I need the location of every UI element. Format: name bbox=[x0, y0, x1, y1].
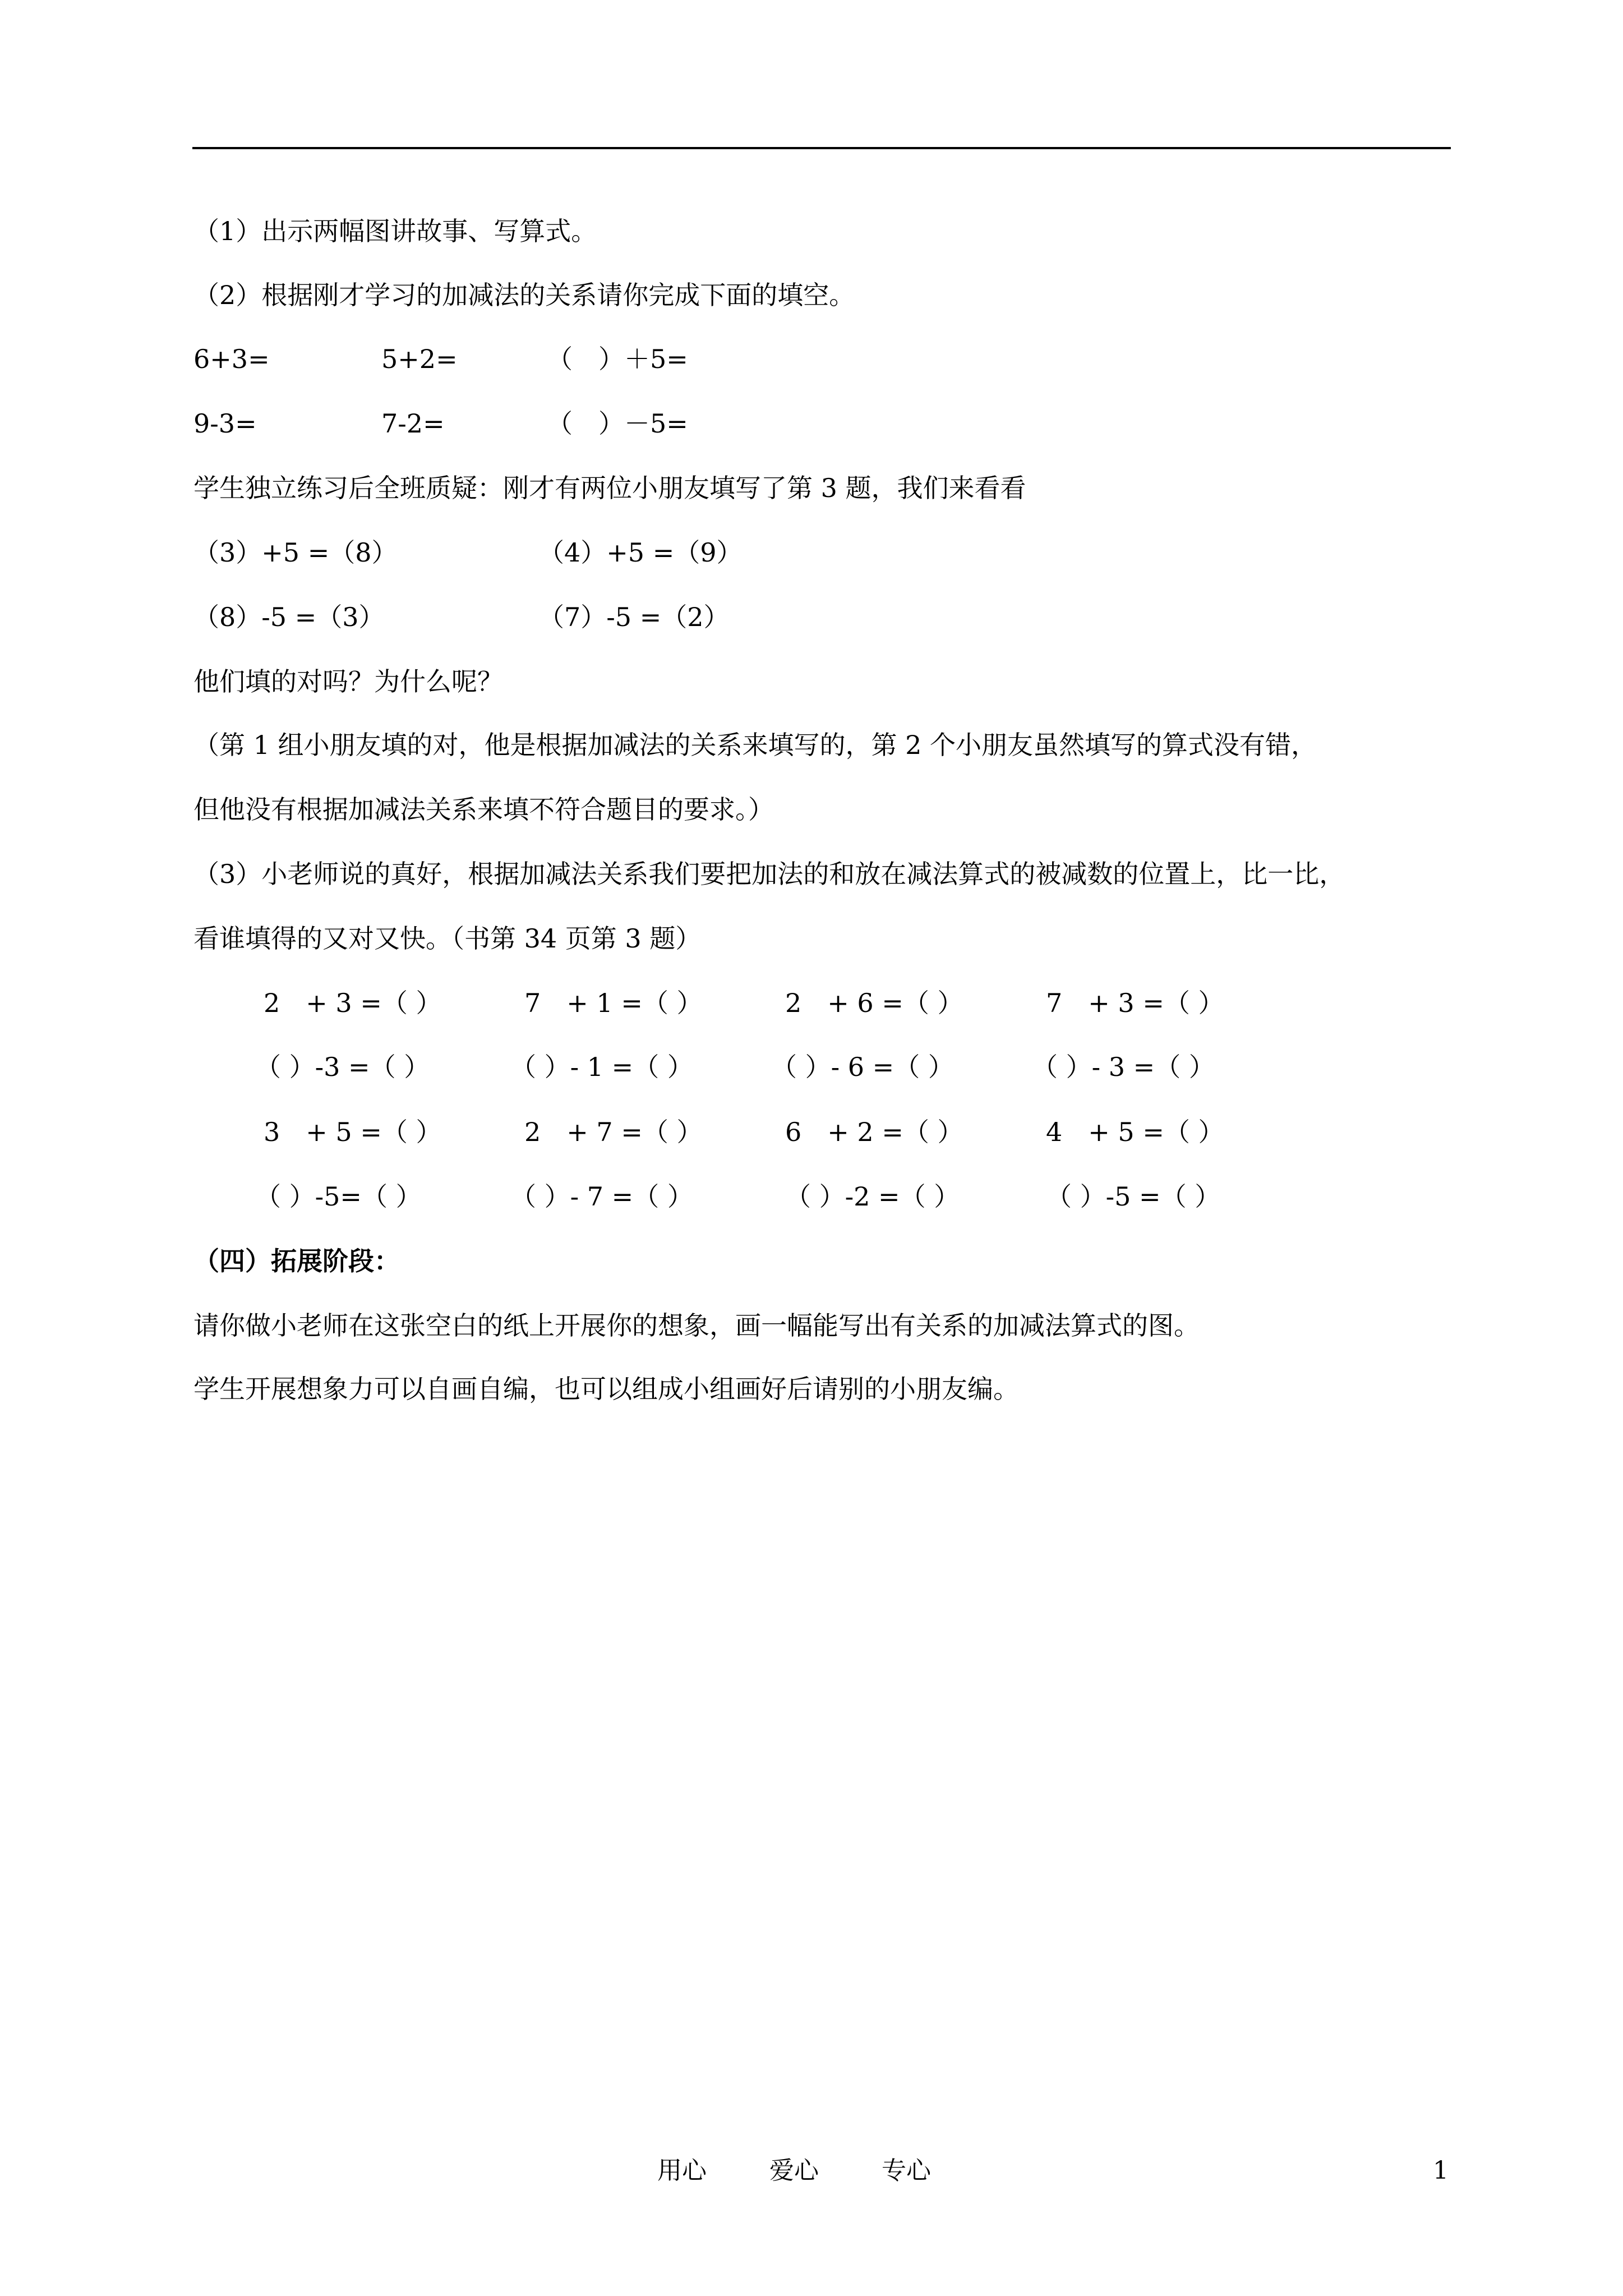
math-cell: 7 + 1 =（ ） bbox=[524, 988, 703, 1018]
text-line: 他们填的对吗？为什么呢？ bbox=[193, 666, 503, 697]
text-line: 看谁填得的又对又快。（书第 34 页第 3 题） bbox=[193, 923, 702, 954]
section-heading: （四）拓展阶段： bbox=[193, 1246, 400, 1276]
footer-motto: 用心 bbox=[657, 2156, 707, 2185]
math-cell: 7-2= bbox=[381, 408, 445, 439]
example-cell: （4）+5 =（9） bbox=[538, 537, 743, 568]
math-cell: 6 + 2 =（ ） bbox=[785, 1117, 963, 1147]
math-cell: （ ）- 7 =（ ） bbox=[510, 1181, 693, 1212]
example-cell: （8）-5 =（3） bbox=[193, 602, 385, 632]
math-cell: 4 + 5 =（ ） bbox=[1046, 1117, 1224, 1147]
math-cell: （ ）-3 =（ ） bbox=[255, 1052, 430, 1082]
text-line: （第 1 组小朋友填的对，他是根据加减法的关系来填写的，第 2 个小朋友虽然填写的算式没有错， bbox=[193, 730, 1317, 760]
text-line: 但他没有根据加减法关系来填不符合题目的要求。） bbox=[193, 794, 774, 825]
math-cell: 5+2= bbox=[381, 344, 458, 374]
example-cell: （7）-5 =（2） bbox=[538, 602, 730, 632]
math-cell: 2 + 3 =（ ） bbox=[264, 988, 442, 1018]
math-cell: 2 + 6 =（ ） bbox=[785, 988, 963, 1018]
header-rule bbox=[192, 147, 1451, 149]
math-cell: （ ）＋5= bbox=[547, 344, 688, 374]
math-cell: （ ）-5 =（ ） bbox=[1046, 1181, 1221, 1212]
page-number: 1 bbox=[1433, 2156, 1449, 2185]
text-line: （3）小老师说的真好，根据加减法关系我们要把加法的和放在减法算式的被减数的位置上，比一比， bbox=[193, 859, 1345, 889]
math-cell: （ ）- 6 =（ ） bbox=[771, 1052, 954, 1082]
math-cell: （ ）-5=（ ） bbox=[255, 1181, 422, 1212]
math-cell: 6+3= bbox=[193, 344, 270, 374]
text-line: 学生开展想象力可以自画自编，也可以组成小组画好后请别的小朋友编。 bbox=[193, 1374, 1019, 1404]
footer-motto: 专心 bbox=[882, 2156, 931, 2185]
math-cell: （ ）－5= bbox=[547, 408, 688, 439]
math-cell: 3 + 5 =（ ） bbox=[264, 1117, 442, 1147]
text-line: （2）根据刚才学习的加减法的关系请你完成下面的填空。 bbox=[193, 280, 855, 310]
example-cell: （3）+5 =（8） bbox=[193, 537, 398, 568]
math-cell: （ ）-2 =（ ） bbox=[785, 1181, 960, 1212]
text-line: 请你做小老师在这张空白的纸上开展你的想象，画一幅能写出有关系的加减法算式的图。 bbox=[193, 1310, 1200, 1341]
text-line: 学生独立练习后全班质疑：刚才有两位小朋友填写了第 3 题，我们来看看 bbox=[193, 473, 1026, 503]
math-cell: （ ）- 3 =（ ） bbox=[1032, 1052, 1215, 1082]
math-cell: 2 + 7 =（ ） bbox=[524, 1117, 703, 1147]
text-line: （1）出示两幅图讲故事、写算式。 bbox=[193, 216, 597, 246]
footer-motto: 爱心 bbox=[769, 2156, 819, 2185]
math-cell: 9-3= bbox=[193, 408, 257, 439]
math-cell: （ ）- 1 =（ ） bbox=[510, 1052, 693, 1082]
math-cell: 7 + 3 =（ ） bbox=[1046, 988, 1224, 1018]
